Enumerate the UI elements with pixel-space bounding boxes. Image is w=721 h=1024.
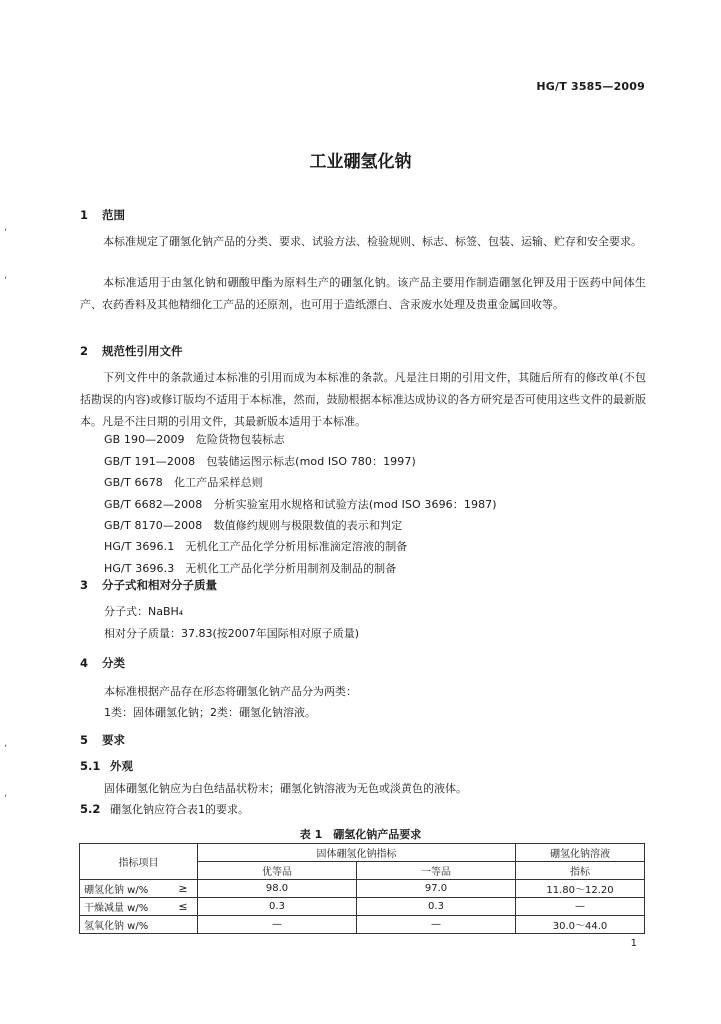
table-cell-name: 硼氢化钠 w/%: [80, 880, 170, 898]
section-2-heading: [80, 343, 183, 359]
appearance-text: 固体硼氢化钠应为白色结晶状粉末；硼氢化钠溶液为无色或淡黄色的液体。: [104, 782, 467, 795]
table-header-first: 一等品: [357, 862, 516, 880]
section-5-2-line: [80, 801, 249, 817]
section-1-heading: [80, 207, 125, 223]
table-cell-solution: —: [516, 898, 645, 916]
table-row: [80, 898, 645, 916]
table-cell-symbol: ≤: [169, 898, 198, 916]
document-title: 工业硼氢化钠: [309, 152, 412, 172]
classification-types: 1类：固体硼氢化钠；2类：硼氢化钠溶液。: [104, 706, 316, 719]
table-cell-first: 0.3: [357, 898, 516, 916]
section-2-paragraph: 下列文件中的条款通过本标准的引用而成为本标准的条款。凡是注日期的引用文件，其随后所有的修改单(不包括勘误的内容)或修订版均不适用于本标准，然而，鼓励根据本标准达成协议的各方研究是否可使用这些文件的最新版本。凡是不注日期的引用文件，其最新版本适用于本标准。: [80, 371, 646, 428]
reference-item: GB/T 8170—2008 数值修约规则与极限数值的表示和判定: [104, 519, 403, 532]
section-1-paragraph-1: 本标准规定了硼氢化钠产品的分类、要求、试验方法、检验规则、标志、标签、包装、运输、贮存和安全要求。: [103, 235, 642, 248]
table-header-item: 指标项目: [80, 844, 198, 880]
table-row: [80, 880, 645, 898]
table-cell-premium: 0.3: [198, 898, 357, 916]
table-header-solution: 硼氢化钠溶液: [516, 844, 645, 862]
margin-mark: ,: [4, 788, 8, 799]
section-5-heading: [80, 732, 125, 748]
table-cell-premium: —: [198, 916, 357, 934]
section-3-heading: [80, 577, 217, 593]
classification-intro: 本标准根据产品存在形态将硼氢化钠产品分为两类：: [104, 685, 357, 698]
table-cell-solution: 11.80～12.20: [516, 880, 645, 898]
section-text: 硼氢化钠应符合表1的要求。: [110, 803, 249, 816]
table-header-index: 指标: [516, 862, 645, 880]
page-number: 1: [630, 938, 637, 949]
section-5-1-heading: [80, 758, 133, 774]
section-number: 5: [80, 733, 89, 747]
section-number: 5.1: [80, 759, 101, 773]
table-cell-premium: 98.0: [198, 880, 357, 898]
table-cell-name: 干燥减量 w/%: [80, 898, 170, 916]
reference-item: GB 190—2009 危险货物包装标志: [104, 433, 285, 446]
section-title: 要求: [102, 733, 125, 747]
section-title: 外观: [110, 759, 133, 773]
reference-item: HG/T 3696.3 无机化工产品化学分析用制剂及制品的制备: [104, 562, 397, 575]
reference-item: GB/T 6682—2008 分析实验室用水规格和试验方法(mod ISO 3696：1987): [104, 498, 497, 511]
reference-item: HG/T 3696.1 无机化工产品化学分析用标准滴定溶液的制备: [104, 540, 408, 553]
section-number: 3: [80, 578, 89, 592]
table-cell-symbol: ≥: [169, 880, 198, 898]
section-number: 5.2: [80, 802, 101, 816]
table-cell-first: —: [357, 916, 516, 934]
section-title: 分子式和相对分子质量: [102, 578, 217, 592]
relative-molecular-mass: 相对分子质量：37.83(按2007年国际相对原子质量): [104, 627, 360, 640]
table-header-premium: 优等品: [198, 862, 357, 880]
requirements-table: [79, 843, 645, 934]
table-cell-symbol: [169, 916, 198, 934]
margin-mark: ,: [4, 738, 8, 749]
section-title: 规范性引用文件: [102, 344, 183, 358]
section-number: 1: [80, 208, 89, 222]
reference-item: GB/T 6678 化工产品采样总则: [104, 476, 263, 489]
section-number: 4: [80, 656, 89, 670]
table-caption: 表 1 硼氢化钠产品要求: [299, 828, 422, 841]
table-row: [80, 916, 645, 934]
reference-item: GB/T 191—2008 包装储运图示标志(mod ISO 780：1997): [104, 455, 416, 468]
section-number: 2: [80, 344, 89, 358]
margin-mark: ,: [4, 270, 8, 281]
standard-code: HG/T 3585—2009: [536, 80, 645, 93]
table-cell-name: 氢氧化钠 w/%: [80, 916, 170, 934]
molecular-formula: 分子式：NaBH₄: [104, 605, 184, 618]
table-header-solid: 固体硼氢化钠指标: [198, 844, 516, 862]
section-1-paragraph-2: 本标准适用于由氢化钠和硼酸甲酯为原料生产的硼氢化钠。该产品主要用作制造硼氢化钾及用于医药中间体生产、农药香料及其他精细化工产品的还原剂，也可用于造纸漂白、含汞废水处理及贵重金属回收等。: [80, 276, 646, 311]
table-cell-solution: 30.0～44.0: [516, 916, 645, 934]
section-4-heading: [80, 655, 125, 671]
margin-mark: ,: [4, 222, 8, 233]
table-cell-first: 97.0: [357, 880, 516, 898]
section-title: 分类: [102, 656, 125, 670]
table-header-row: [80, 844, 645, 862]
section-title: 范围: [102, 208, 125, 222]
